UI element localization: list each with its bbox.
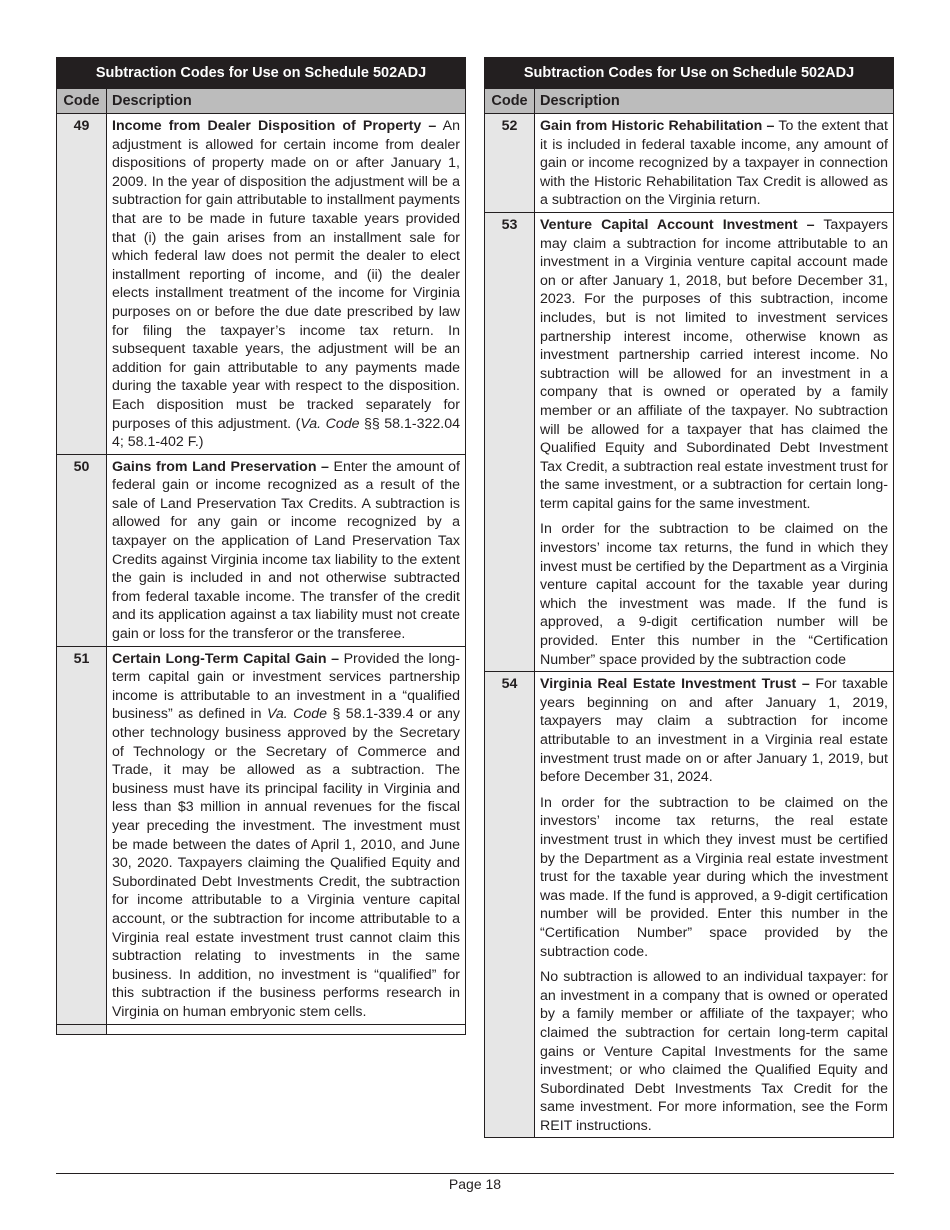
- code-cell: 54: [485, 672, 535, 1138]
- row-title: Venture Capital Account Investment –: [540, 216, 815, 233]
- row-body: Taxpayers may claim a subtraction for income attributable to an investment in a Virginia venture capital account made on or after January 1, 2018, but before December 31, 2023. For the purposes of this subtraction, income includes, but is not limited to investment services partnership interest income, otherwise known as investment partnership carried interest income. No subtraction will be allowed for an investment in a company that is owned or operated by a family member or an affiliate of the taxpayer. No subtraction will be allowed for a taxpayer that has claimed the Qualified Equity and Subordinated Debt Investment Tax Credit, a subtraction real estate investment trust for the same investment, or a subtraction for certain long-term capital gains for the same investment.: [540, 216, 889, 512]
- code-cell: 52: [485, 114, 535, 213]
- subtraction-codes-table-right: [484, 57, 894, 1138]
- code-citation: Va. Code: [300, 415, 360, 432]
- description-column-header: Description: [535, 89, 894, 114]
- row-text: [540, 117, 888, 210]
- table-title: Subtraction Codes for Use on Schedule 502ADJ: [485, 58, 894, 89]
- row-paragraph: In order for the subtraction to be claimed on the investors’ income tax returns, the real estate investment trust in which they invest must be certified by the Department as a Virginia real estate investment trust for the taxable year during which the investment was made. If the fund is approved, a 9-digit certification number will be provided. Enter this number in the “Certification Number” space provided by the subtraction code.: [540, 794, 888, 960]
- row-title: Gains from Land Preservation –: [112, 458, 329, 475]
- row-body: To the extent that it is included in federal taxable income, any amount of gain or income recognized by a taxpayer in connection with the Historic Rehabilitation Tax Credit is allowed as a subtraction on the Virginia return.: [540, 118, 888, 209]
- row-text: [540, 216, 888, 514]
- description-cell: [107, 646, 466, 1024]
- table-row-54: [485, 672, 894, 1138]
- code-column-header: Code: [485, 89, 535, 114]
- code-cell: 50: [57, 454, 107, 646]
- table-row-50: [57, 454, 466, 646]
- code-cell: 53: [485, 212, 535, 671]
- row-body-cont: §§ 58.1-322.04 4; 58.1-402 F.): [112, 415, 460, 451]
- table-title: Subtraction Codes for Use on Schedule 502ADJ: [57, 58, 466, 89]
- description-cell: [535, 212, 894, 671]
- subtraction-codes-table-left: [56, 57, 466, 1035]
- table-filler-row: [57, 1024, 466, 1034]
- row-title: Income from Dealer Disposition of Property –: [112, 118, 437, 134]
- row-body-cont: § 58.1-339.4 or any other technology business approved by the Secretary of Technology or the Secretary of Commerce and Trade, it may be allowed as a subtraction. The business must have its principal facility in Virginia and less than $3 million in annual revenues for the fiscal year preceding the investment. The investment must be made between the dates of April 1, 2010, and June 30, 2020. Taxpayers claiming the Qualified Equity and Subordinated Debt Investments Credit, the subtraction for income attributable to a Virginia venture capital account, or the subtraction for income attributable to a Virginia real estate investment trust cannot claim this subtraction relating to investments in the same business. In addition, no investment is “qualified” for this subtraction if the business performs research in Virginia on human embryonic stem cells.: [112, 706, 460, 1020]
- row-text: [540, 675, 888, 787]
- code-cell: 49: [57, 114, 107, 455]
- table-row-49: [57, 114, 466, 455]
- table-row-51: [57, 646, 466, 1024]
- right-table-column: [484, 57, 894, 1138]
- row-text: [112, 650, 460, 1022]
- table-row-53: [485, 212, 894, 671]
- row-title: Certain Long-Term Capital Gain –: [112, 650, 339, 667]
- table-row-52: [485, 114, 894, 213]
- code-cell: 51: [57, 646, 107, 1024]
- description-cell: [535, 114, 894, 213]
- footer-divider: [56, 1173, 894, 1174]
- row-paragraph: No subtraction is allowed to an individual taxpayer: for an investment in a company that is owned or operated by a family member or affiliate of the taxpayer; who claimed the subtraction for certain long-term capital gains or Venture Capital Investments for the same investment; or who claimed the Qualified Equity and Subordinated Debt Investments Tax Credit for the same investment. For more information, see the Form REIT instructions.: [540, 969, 888, 1134]
- description-cell: [107, 454, 466, 646]
- code-column-header: Code: [57, 89, 107, 114]
- row-paragraph: In order for the subtraction to be claimed on the investors’ income tax returns, the fund in which they invest must be certified by the Department as a Virginia venture capital account for the taxable year during which the investment was made. If the fund is approved, a 9-digit certification number will be provided. Enter this number in the “Certification Number” space provided by the subtraction code: [540, 521, 888, 668]
- row-title: Gain from Historic Rehabilitation –: [540, 118, 775, 134]
- row-body: Enter the amount of federal gain or income recognized as a result of the sale of Land Preservation Tax Credits. A subtraction is allowed for any gain or income recognized by a taxpayer on the application of Land Preservation Tax Credits against Virginia income tax liability to the extent the gain is included in and not otherwise subtracted from federal taxable income. The transfer of the credit and its application against a tax liability must not create gain or loss for the transferor or the transferee.: [112, 458, 460, 643]
- page-number: Page 18: [448, 1176, 502, 1192]
- left-table-column: [56, 57, 466, 1035]
- row-title: Virginia Real Estate Investment Trust –: [540, 676, 810, 693]
- row-body: An adjustment is allowed for certain income from dealer dispositions of property made on or after January 1, 2009. In the year of disposition the adjustment will be a subtraction for gain attributable to installment payments that are to be made in future taxable years provided that (i) the gain arises from an installment sale for which federal law does not permit the dealer to elect installment reporting of income, and (ii) the dealer elects installment treatment of the income for Virginia purposes on or before the due date prescribed by law for filing the taxpayer’s income tax return. In subsequent taxable years, the adjustment will be an addition for gain attributable to any payments made during the taxable year with respect to the disposition. Each disposition must be tracked separately for purposes of this adjustment. (: [112, 118, 460, 432]
- row-body: For taxable years beginning on and after January 1, 2019, taxpayers may claim a subtraction for income attributable to an investment in a Virginia real estate investment trust made on or after January 1, 2019, but before December 31, 2024.: [540, 676, 888, 786]
- row-body: Provided the long-term capital gain or investment services partnership income is attributable to an investment in a “qualified business” as defined in: [112, 650, 460, 723]
- row-text: [112, 117, 460, 452]
- description-cell: [107, 114, 466, 455]
- description-cell: [535, 672, 894, 1138]
- description-column-header: Description: [107, 89, 466, 114]
- row-text: [112, 458, 460, 644]
- code-citation: Va. Code: [266, 706, 328, 723]
